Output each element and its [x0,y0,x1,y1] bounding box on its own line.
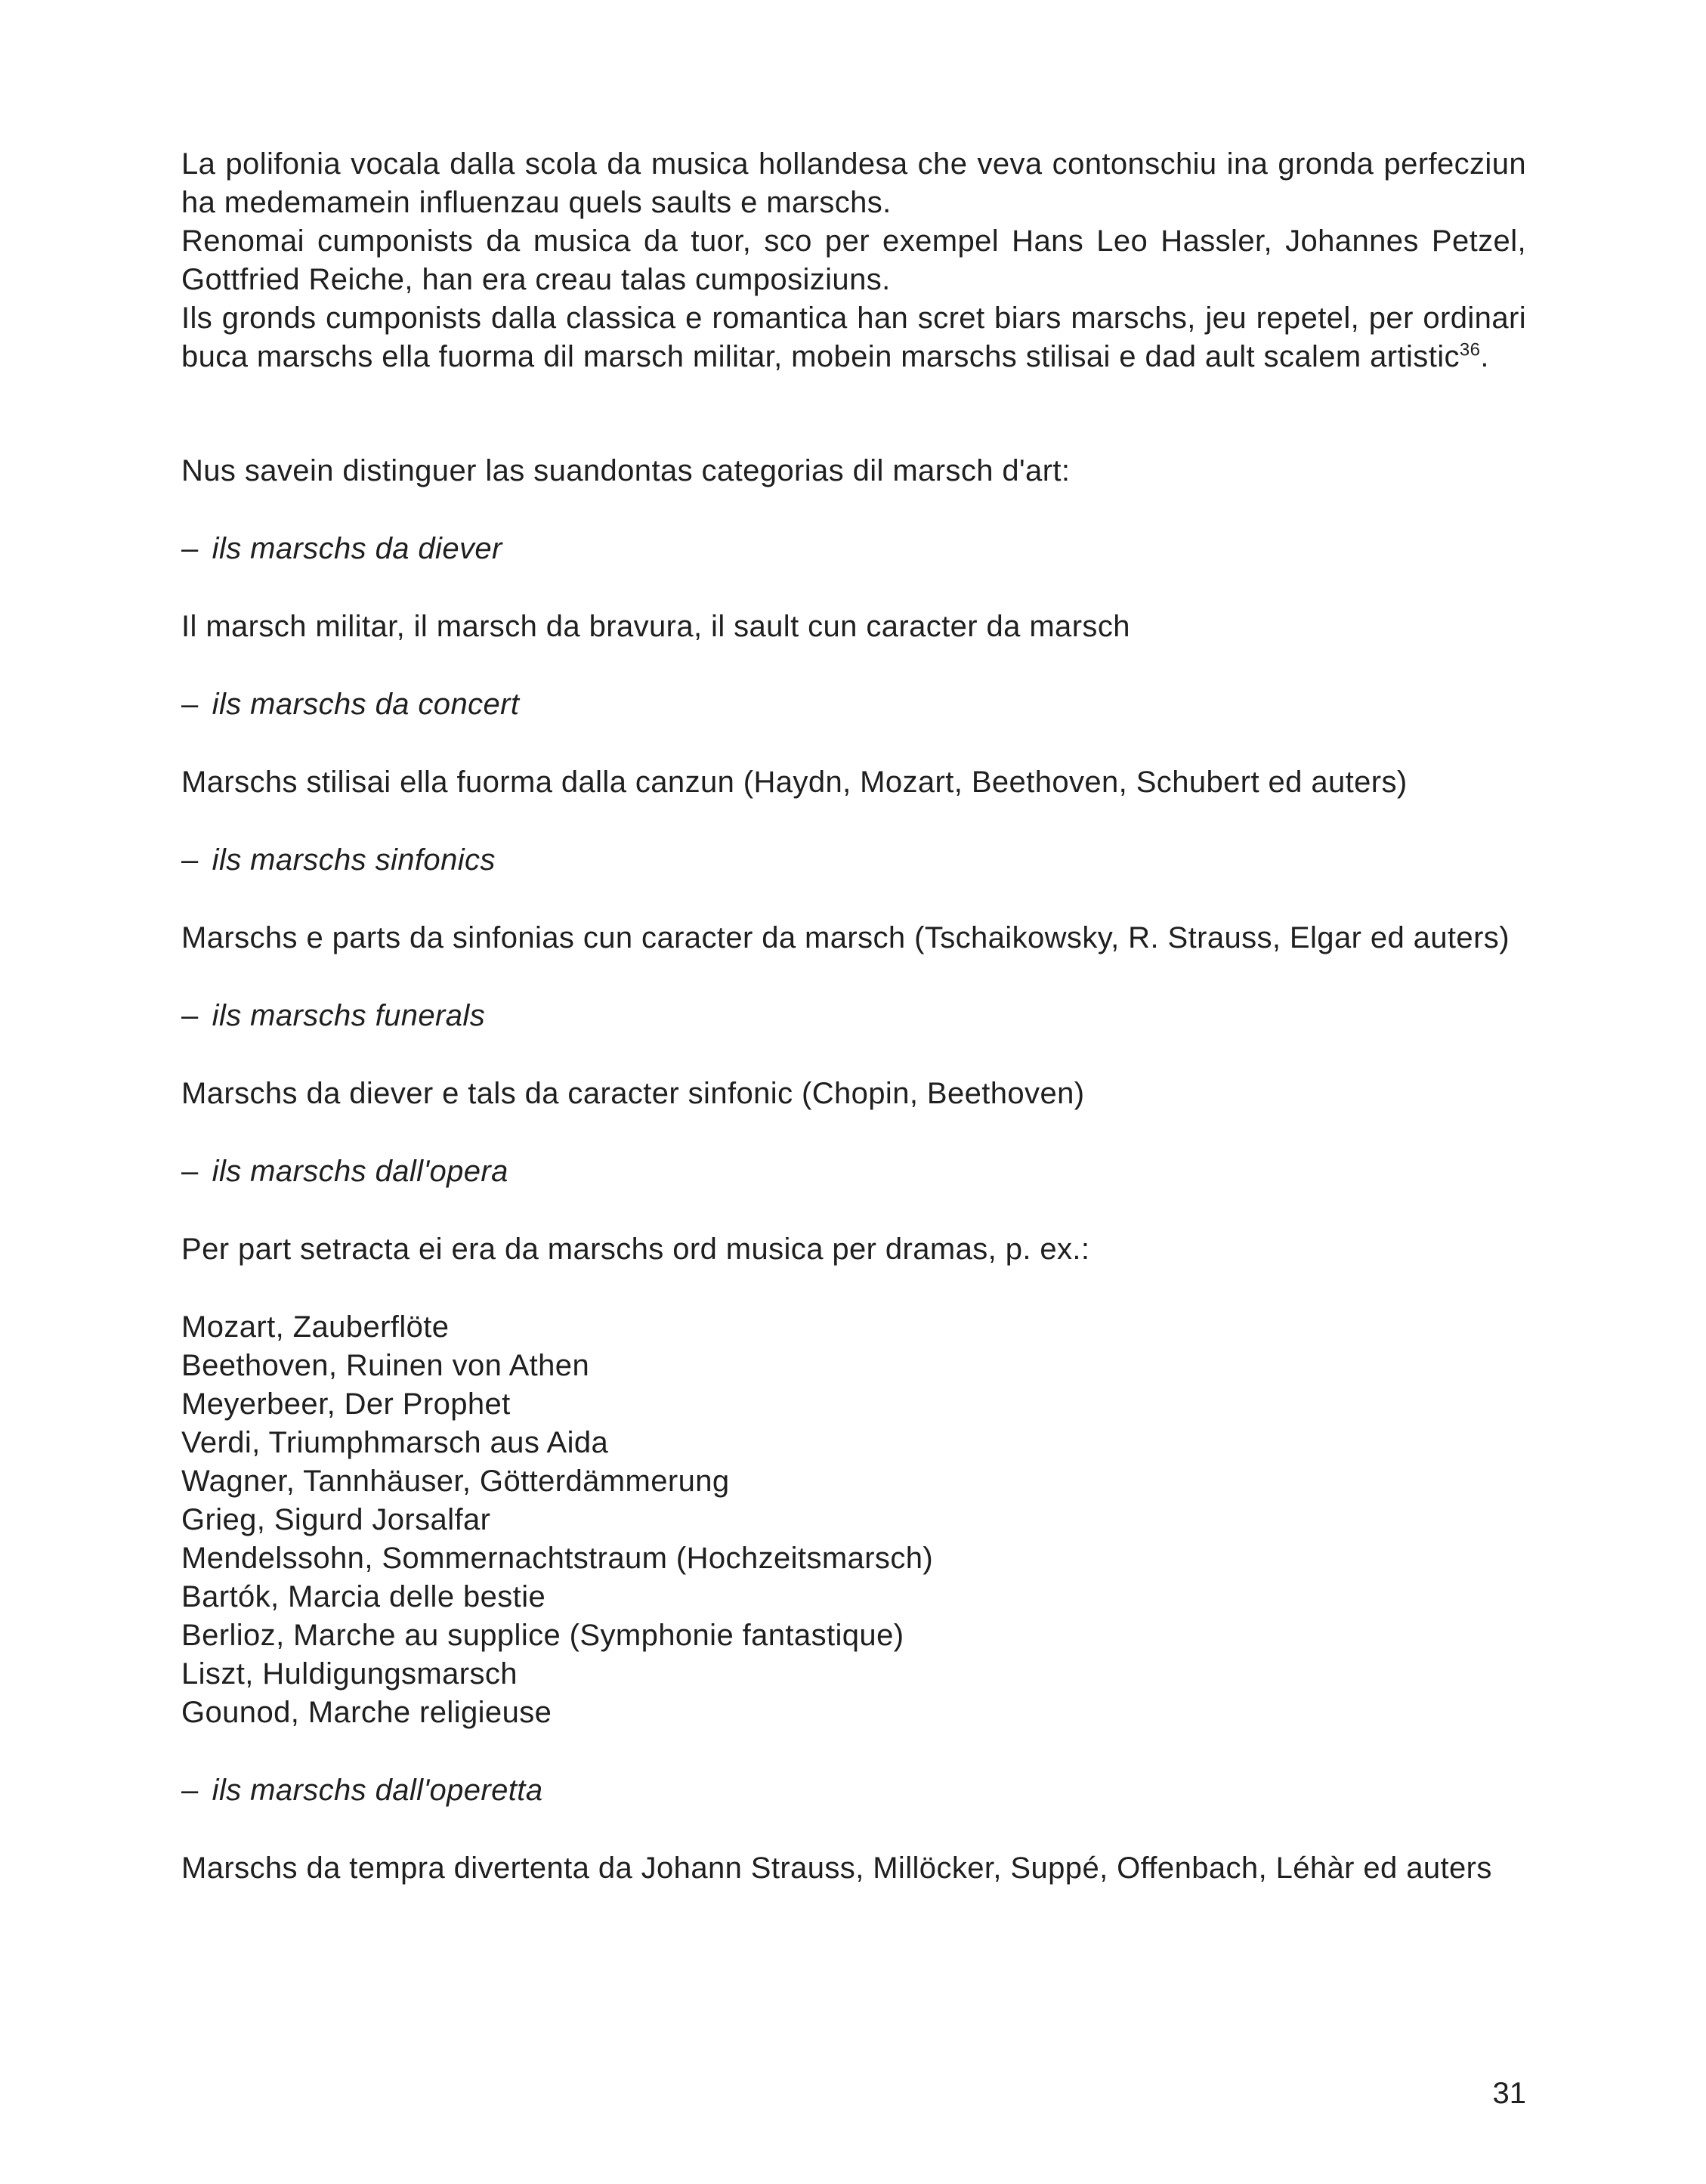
intro-paragraph-3-text: Ils gronds cumponists dalla classica e romantica han scret biars marschs, jeu repetel, per ordinari buca marschs ella fuorma dil marsch militar, mobein marschs stilisai e dad ault scalem artistic [181,302,1526,373]
category-heading [181,841,1526,880]
list-item: Bartók, Marcia delle bestie [181,1580,546,1613]
opera-march-list [181,1308,1526,1732]
dash-mark: – [181,843,199,877]
category-heading [181,1152,1526,1191]
page-content [181,145,1526,1888]
categories-lead: Nus savein distinguer las suandontas categorias dil marsch d'art: [181,454,1071,487]
category-text: Marschs da tempra divertenta da Johann Strauss, Millöcker, Suppé, Offenbach, Léhàr ed auters [181,1851,1492,1885]
list-item: Beethoven, Ruinen von Athen [181,1349,590,1382]
dash-mark: – [181,1155,199,1188]
list-item: Wagner, Tannhäuser, Götterdämmerung [181,1465,730,1498]
dash-mark: – [181,999,199,1032]
intro-paragraph-2: Renomai cumponists da musica da tuor, sco per exempel Hans Leo Hassler, Johannes Petzel, Gottfried Reiche, han era creau talas cumposiziuns. [181,224,1526,296]
dash-mark: – [181,688,199,721]
intro-paragraph-3-end: . [1480,340,1489,373]
list-item: Mendelssohn, Sommernachtstraum (Hochzeitsmarsch) [181,1542,934,1575]
category-heading [181,685,1526,724]
list-item: Gounod, Marche religieuse [181,1696,552,1729]
dash-mark: – [181,532,199,565]
category-heading-text: ils marschs da diever [212,532,502,565]
category-heading-text: ils marschs dall'opera [212,1155,508,1188]
category-heading-text: ils marschs dall'operetta [212,1774,543,1807]
category-text: Marschs e parts da sinfonias cun caracter da marsch (Tschaikowsky, R. Strauss, Elgar ed auters) [181,921,1510,954]
list-item: Grieg, Sigurd Jorsalfar [181,1503,491,1536]
list-item: Mozart, Zauberflöte [181,1310,450,1344]
footnote-reference: 36 [1459,339,1481,360]
category-heading [181,1771,1526,1810]
category-heading-text: ils marschs sinfonics [212,843,496,877]
dash-mark: – [181,1774,199,1807]
page-number: 31 [1492,2077,1526,2110]
category-text: Per part setracta ei era da marschs ord musica per dramas, p. ex.: [181,1233,1090,1266]
intro-paragraph-1: La polifonia vocala dalla scola da musica hollandesa che veva contonschiu ina gronda perfecziun ha medemamein influenzau quels saults e marschs. [181,147,1526,219]
category-heading [181,997,1526,1035]
category-text: Marschs da diever e tals da caracter sinfonic (Chopin, Beethoven) [181,1077,1085,1110]
list-item: Berlioz, Marche au supplice (Symphonie fantastique) [181,1619,904,1652]
category-heading [181,530,1526,568]
list-item: Liszt, Huldigungsmarsch [181,1657,518,1691]
category-text: Il marsch militar, il marsch da bravura, il sault cun caracter da marsch [181,610,1130,643]
category-heading-text: ils marschs funerals [212,999,486,1032]
category-heading-text: ils marschs da concert [212,688,520,721]
list-item: Meyerbeer, Der Prophet [181,1387,511,1421]
list-item: Verdi, Triumphmarsch aus Aida [181,1426,609,1459]
intro-paragraph-3 [181,299,1526,376]
category-text: Marschs stilisai ella fuorma dalla canzun (Haydn, Mozart, Beethoven, Schubert ed auters) [181,766,1408,799]
